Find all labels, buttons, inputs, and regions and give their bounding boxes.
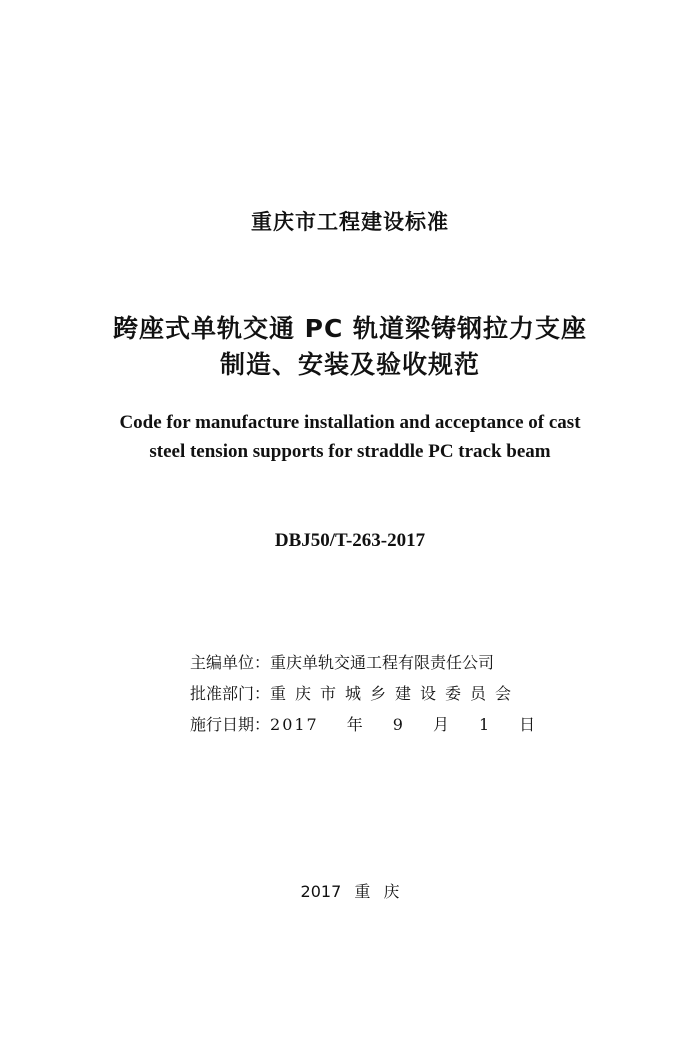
effective-date-label: 施行日期：: [190, 715, 271, 734]
effective-year-unit: 年: [346, 715, 365, 734]
publication-footer: [0, 879, 700, 902]
effective-month-unit: 月: [432, 715, 451, 734]
footer-year: 2017: [300, 882, 342, 901]
effective-day: 1: [478, 715, 492, 734]
editor-unit-value: 重庆单轨交通工程有限责任公司: [270, 653, 495, 672]
effective-date-row: [190, 712, 537, 735]
chinese-title-line-1: 跨座式单轨交通 PC 轨道梁铸钢拉力支座: [112, 314, 588, 343]
standard-code: DBJ50/T-263-2017: [274, 530, 426, 551]
effective-day-unit: 日: [519, 715, 538, 734]
english-title-line-1: Code for manufacture installation and acceptance of cast: [119, 412, 581, 433]
standard-series-heading: 重庆市工程建设标准: [251, 210, 449, 234]
approver-value: 重庆市城乡建设委员会: [270, 684, 521, 703]
chinese-title-line-2: 制造、安装及验收规范: [219, 350, 480, 379]
effective-year: 2017: [270, 715, 319, 734]
editor-unit-label: 主编单位：: [190, 653, 271, 672]
effective-month: 9: [392, 715, 405, 734]
editor-unit-row: [190, 650, 494, 673]
footer-city: 重 庆: [354, 882, 400, 901]
approver-label: 批准部门：: [190, 684, 271, 703]
english-title-line-2: steel tension supports for straddle PC track beam: [149, 441, 551, 462]
approver-row: [190, 681, 520, 704]
